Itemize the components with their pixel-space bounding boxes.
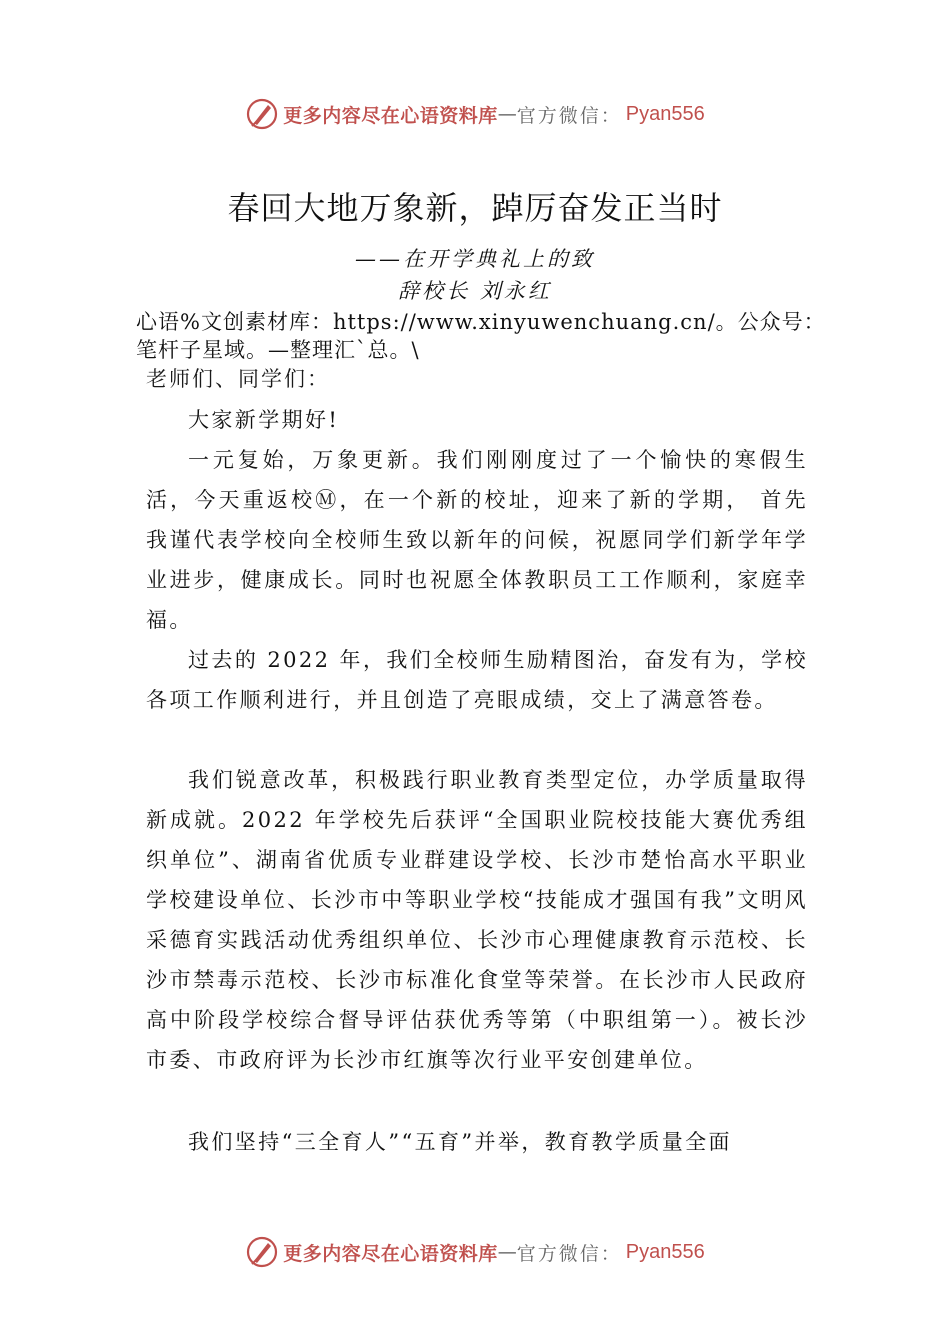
source-note-line-2: 笔杆子星域。—整理汇`总。\ (136, 338, 420, 362)
greeting: 老师们、同学们： (146, 367, 330, 391)
quill-logo-icon (245, 1235, 279, 1269)
source-note-line-1: 心语%文创素材库：https://www.xinyuwenchuang.cn/。公众号： (136, 310, 826, 334)
banner-dash: — (497, 103, 517, 125)
subtitle-line-2: 辞校长 刘永红 (398, 279, 552, 303)
top-banner (0, 94, 950, 134)
banner-dash: — (497, 1241, 517, 1263)
banner-site-text: 更多内容尽在心语资料库 (283, 1242, 498, 1265)
banner-site-text: 更多内容尽在心语资料库 (283, 104, 498, 127)
banner-wechat-id: Pyan556 (625, 102, 705, 125)
banner-wechat-label: 官方微信： (516, 1242, 622, 1265)
paragraph-4: 我们锐意改革，积极践行职业教育类型定位，办学质量取得新成就。2022 年学校先后获评“全国职业院校技能大赛优秀组织单位”、湖南省优质专业群建设学校、长沙市楚怡高水平职业学校建设单位、长沙市中等职业学校“技能成才强国有我”文明风采德育实践活动优秀组织单位、长沙市心理健康教育示范校、长沙市禁毒示范校、长沙市标准化食堂等荣誉。在长沙市人民政府高中阶段学校综合督导评估获优秀等第（中职组第一）。被长沙市委、市政府评为长沙市红旗等次行业平安创建单位。 (146, 768, 808, 1072)
subtitle-line-1: ——在开学典礼上的致 (355, 247, 595, 271)
banner-wechat-label: 官方微信： (516, 104, 622, 127)
page-title: 春回大地万象新，踔厉奋发正当时 (227, 189, 723, 227)
quill-logo-icon (245, 97, 279, 131)
paragraph-1: 大家新学期好! (188, 408, 340, 432)
bottom-banner (0, 1232, 950, 1272)
banner-wechat-id: Pyan556 (625, 1240, 705, 1263)
paragraph-2: 一元复始，万象更新。我们刚刚度过了一个愉快的寒假生活，今天重返校Ⓜ，在一个新的校址，迎来了新的学期， 首先我谨代表学校向全校师生致以新年的问候，祝愿同学们新学年学业进步，健康成长。同时也祝愿全体教职员工工作顺利，家庭幸福。 (146, 448, 808, 632)
paragraph-5: 我们坚持“三全育人”“五育”并举，教育教学质量全面 (188, 1130, 732, 1154)
paragraph-3: 过去的 2022 年，我们全校师生励精图治，奋发有为，学校各项工作顺利进行，并且创造了亮眼成绩，交上了满意答卷。 (146, 648, 808, 712)
